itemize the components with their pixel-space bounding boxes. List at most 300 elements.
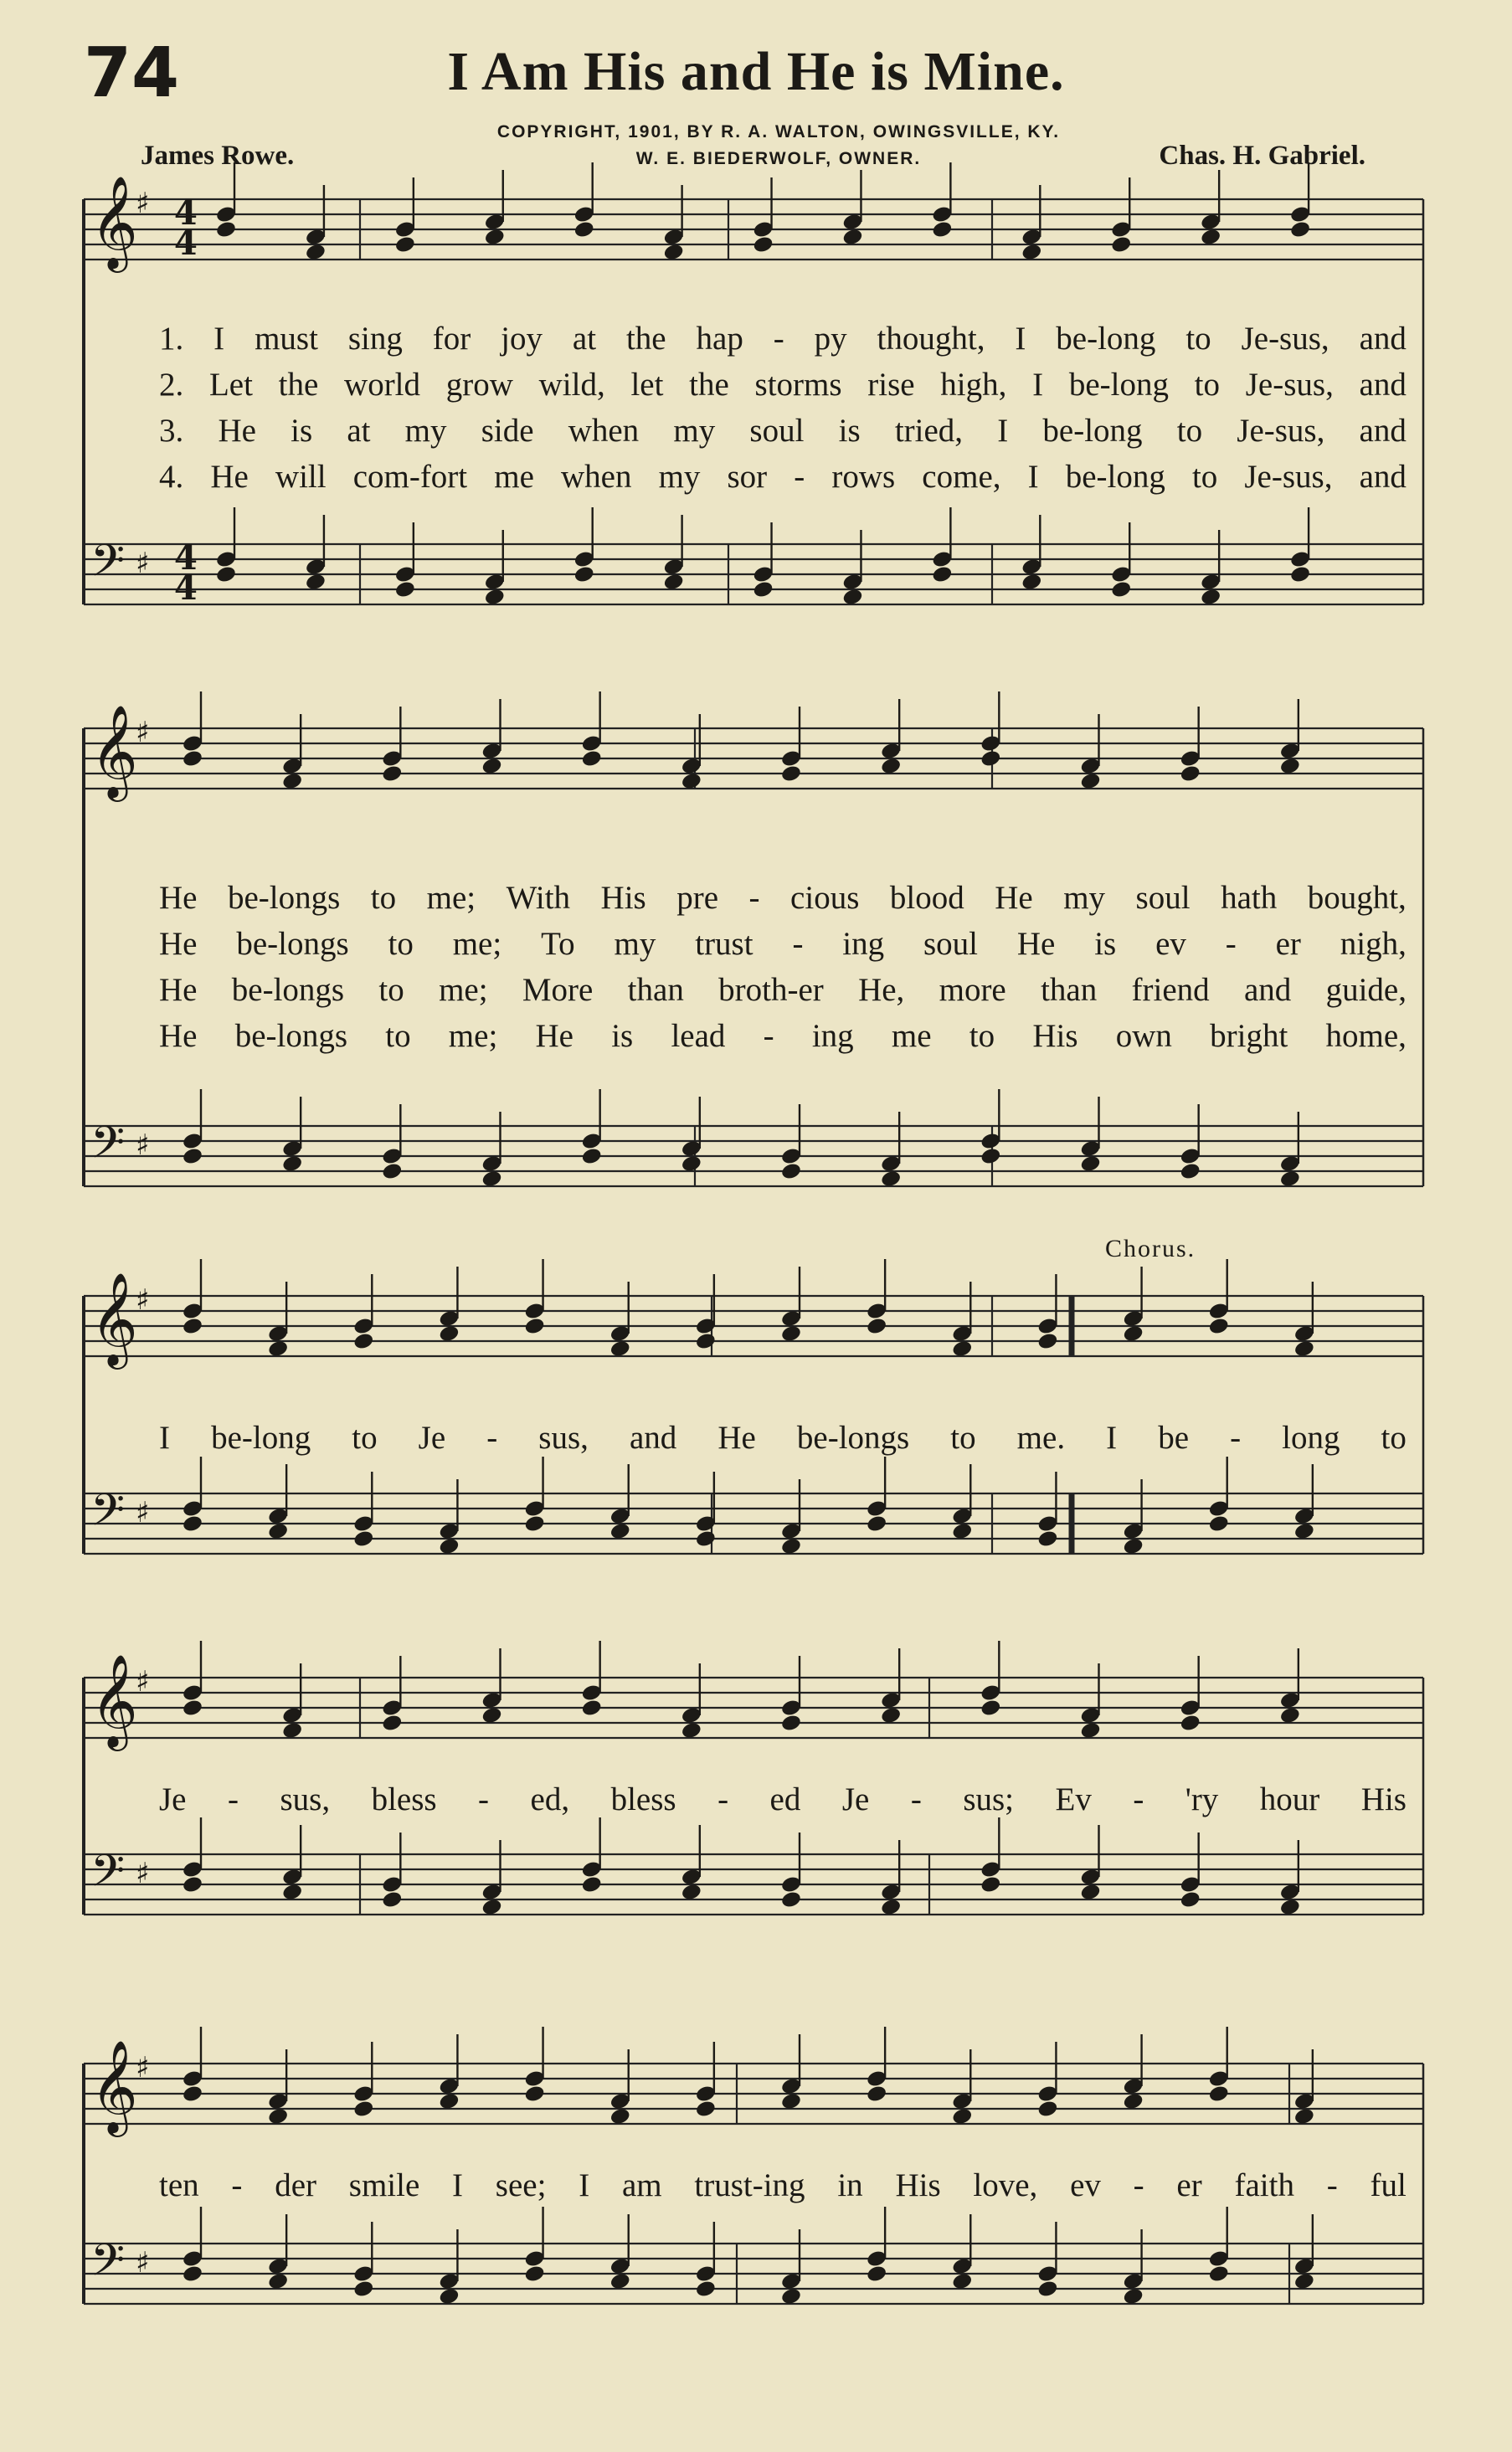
treble-note-head: [1208, 2084, 1230, 2104]
treble-note-head: [1036, 1332, 1058, 1351]
lyric-syllable: be-long: [1056, 321, 1156, 357]
lyric-syllable: friend: [1131, 972, 1210, 1008]
lyric-line: [159, 925, 1407, 963]
treble-note-head: [581, 1699, 603, 1718]
lyric-syllable: tried,: [894, 413, 964, 449]
lyric-syllable: ing: [842, 926, 885, 962]
lyric-syllable: be-long: [1042, 413, 1143, 449]
lyric-syllable: He: [159, 972, 198, 1008]
treble-note-head: [281, 1721, 303, 1740]
bass-note-head: [438, 2287, 460, 2306]
lyric-syllable: me: [891, 1018, 932, 1054]
treble-note-head: [394, 235, 416, 254]
time-signature: 4: [174, 538, 198, 578]
bass-note-head: [394, 580, 416, 599]
lyric-syllable: soul: [923, 926, 979, 962]
lyric-syllable: He: [210, 459, 249, 495]
lyric-syllable: and: [629, 1420, 677, 1456]
bass-note-head: [1122, 2287, 1144, 2306]
lyric-syllable: will: [275, 459, 327, 495]
lyric-syllable: More: [522, 972, 594, 1008]
treble-note-head: [1122, 1324, 1144, 1344]
lyric-syllable: guide,: [1325, 972, 1407, 1008]
lyric-syllable: 1.: [159, 321, 184, 357]
key-sharp: ♯: [136, 1665, 150, 1699]
bass-note-head: [681, 1154, 702, 1174]
bass-note-head: [663, 573, 685, 592]
bass-note-head: [1180, 1162, 1201, 1181]
lyric-syllable: than: [627, 972, 684, 1008]
key-sharp: ♯: [136, 547, 150, 580]
bass-clef: 𝄢: [90, 1485, 126, 1547]
treble-note-head: [481, 1706, 502, 1725]
lyric-syllable: He: [717, 1420, 756, 1456]
lyric-syllable: I: [452, 2167, 464, 2203]
lyric-syllable: smile: [348, 2167, 420, 2203]
lyric-syllable: is: [1094, 926, 1117, 962]
treble-note-head: [581, 749, 603, 768]
lyric-syllable: sing: [347, 321, 403, 357]
lyric-syllable: must: [255, 321, 318, 357]
lyric-syllable: to: [1185, 321, 1211, 357]
lyric-syllable: the: [278, 367, 319, 403]
lyric-syllable: Je: [841, 1781, 870, 1817]
treble-note-head: [780, 764, 802, 784]
lyric-syllable: me: [494, 459, 534, 495]
bass-note-head: [780, 2287, 802, 2306]
bass-note-head: [581, 1875, 603, 1894]
treble-note-head: [780, 1714, 802, 1733]
lyric-line: [159, 366, 1407, 404]
lyric-syllable: -: [792, 926, 804, 962]
treble-note-head: [182, 1317, 203, 1336]
lyric-syllable: -: [1225, 926, 1237, 962]
treble-note-head: [931, 220, 953, 239]
treble-note-head: [1180, 1714, 1201, 1733]
lyric-syllable: I: [159, 1420, 170, 1456]
treble-note-head: [1079, 1721, 1101, 1740]
lyric-syllable: me;: [439, 972, 488, 1008]
time-signature: 4: [174, 193, 198, 233]
treble-note-head: [681, 1721, 702, 1740]
bass-note-head: [438, 1537, 460, 1556]
lyric-syllable: to: [1381, 1420, 1407, 1456]
treble-note-head: [573, 220, 595, 239]
treble-note-head: [866, 1317, 887, 1336]
lyric-syllable: 4.: [159, 459, 184, 495]
treble-note-head: [523, 1317, 545, 1336]
bass-note-head: [931, 565, 953, 584]
bass-clef: 𝄢: [90, 1118, 126, 1180]
lyric-syllable: more: [939, 972, 1006, 1008]
lyric-syllable: -: [1326, 2167, 1338, 2203]
bass-note-head: [880, 1898, 902, 1917]
lyric-syllable: love,: [973, 2167, 1038, 2203]
key-sharp: ♯: [136, 1496, 150, 1529]
copyright-line: COPYRIGHT, 1901, BY R. A. WALTON, OWINGSVILLE, KY.: [496, 122, 1061, 141]
lyric-line: [159, 1419, 1407, 1457]
treble-note-head: [523, 2084, 545, 2104]
lyric-syllable: blood: [889, 880, 964, 916]
lyric-syllable: to: [388, 926, 414, 962]
bass-note-head: [182, 1514, 203, 1534]
treble-note-head: [182, 749, 203, 768]
bass-note-head: [1180, 1890, 1201, 1910]
treble-note-head: [609, 2107, 631, 2126]
key-sharp: ♯: [136, 2246, 150, 2280]
lyric-syllable: He: [159, 880, 198, 916]
lyric-line: [159, 320, 1407, 357]
bass-note-head: [381, 1890, 403, 1910]
lyric-syllable: With: [506, 880, 571, 916]
lyric-syllable: to: [378, 972, 404, 1008]
bass-note-head: [980, 1147, 1001, 1166]
bass-note-head: [381, 1162, 403, 1181]
lyric-syllable: I: [1032, 367, 1044, 403]
treble-note-head: [866, 2084, 887, 2104]
lyric-syllable: and: [1359, 367, 1407, 403]
lyric-syllable: bless: [371, 1781, 437, 1817]
lyric-syllable: thought,: [877, 321, 985, 357]
lyric-syllable: He: [159, 926, 198, 962]
lyric-syllable: His: [600, 880, 646, 916]
bass-note-head: [780, 1537, 802, 1556]
lyric-syllable: ev: [1155, 926, 1186, 962]
lyric-syllable: er: [1275, 926, 1301, 962]
treble-note-head: [609, 1339, 631, 1359]
lyric-syllable: sor: [727, 459, 768, 495]
treble-note-head: [780, 2092, 802, 2111]
lyric-syllable: I: [579, 2167, 590, 2203]
lyric-syllable: com-fort: [352, 459, 468, 495]
lyric-syllable: To: [541, 926, 575, 962]
lyric-syllable: to: [385, 1018, 411, 1054]
lyric-syllable: 3.: [159, 413, 184, 449]
treble-note-head: [1180, 764, 1201, 784]
lyric-syllable: -: [748, 880, 760, 916]
lyric-syllable: 2.: [159, 367, 184, 403]
bass-note-head: [267, 1522, 289, 1541]
lyric-syllable: be-longs: [236, 926, 349, 962]
lyric-syllable: der: [275, 2167, 316, 2203]
lyric-syllable: for: [432, 321, 471, 357]
lyric-syllable: be-longs: [231, 972, 345, 1008]
lyric-syllable: He: [535, 1018, 573, 1054]
lyric-syllable: pre: [676, 880, 719, 916]
treble-note-head: [352, 1332, 374, 1351]
bass-note-head: [581, 1147, 603, 1166]
bass-note-head: [1079, 1154, 1101, 1174]
lyric-syllable: side: [481, 413, 534, 449]
time-signature: 4: [174, 568, 198, 608]
lyric-syllable: storms: [754, 367, 842, 403]
treble-note-head: [381, 1714, 403, 1733]
lyric-syllable: be-long: [1068, 367, 1169, 403]
treble-note-head: [681, 772, 702, 791]
key-sharp: ♯: [136, 716, 150, 749]
hymn-title: I Am His and He is Mine.: [447, 41, 1065, 102]
lyric-syllable: ed: [769, 1781, 801, 1817]
lyric-syllable: trust: [695, 926, 753, 962]
treble-note-head: [352, 2100, 374, 2119]
lyric-syllable: hap: [696, 321, 743, 357]
lyric-syllable: nigh,: [1340, 926, 1407, 962]
lyric-syllable: sus,: [280, 1781, 331, 1817]
bass-clef: 𝄢: [90, 536, 126, 598]
lyric-syllable: to: [950, 1420, 976, 1456]
lyric-syllable: in: [837, 2167, 863, 2203]
bass-note-head: [215, 565, 237, 584]
bass-note-head: [1079, 1883, 1101, 1902]
lyric-syllable: the: [625, 321, 666, 357]
bass-note-head: [866, 2264, 887, 2284]
hymn-number: 74: [84, 33, 180, 113]
lyric-syllable: Je-sus,: [1237, 413, 1325, 449]
lyric-line: [159, 458, 1407, 496]
bass-note-head: [1122, 1537, 1144, 1556]
treble-note-head: [381, 764, 403, 784]
lyric-syllable: is: [838, 413, 861, 449]
treble-note-head: [481, 757, 502, 776]
treble-note-head: [267, 2107, 289, 2126]
lyric-syllable: joy: [501, 321, 543, 357]
chorus-label: Chorus.: [1105, 1235, 1196, 1262]
lyric-syllable: broth-er: [718, 972, 824, 1008]
bass-clef: 𝄢: [90, 2235, 126, 2297]
lyric-syllable: He: [159, 1018, 198, 1054]
bass-note-head: [1036, 2280, 1058, 2299]
lyric-syllable: ing: [811, 1018, 854, 1054]
lyric-syllable: and: [1359, 413, 1407, 449]
lyric-line: [159, 1017, 1407, 1055]
bass-note-head: [1200, 588, 1221, 607]
treble-note-head: [215, 220, 237, 239]
bass-note-head: [1279, 1169, 1301, 1189]
copyright-owner: W. E. BIEDERWOLF, OWNER.: [635, 149, 922, 168]
lyric-syllable: my: [673, 413, 716, 449]
treble-clef: 𝄞: [90, 175, 138, 269]
lyric-syllable: His: [895, 2167, 941, 2203]
treble-note-head: [1293, 2107, 1315, 2126]
lyric-syllable: -: [717, 1781, 729, 1817]
treble-note-head: [1279, 1706, 1301, 1725]
lyric-syllable: be-longs: [227, 880, 341, 916]
lyric-syllable: Je-sus,: [1244, 459, 1333, 495]
treble-note-head: [1208, 1317, 1230, 1336]
bass-note-head: [484, 588, 506, 607]
lyric-syllable: me.: [1016, 1420, 1066, 1456]
lyric-syllable: be-long: [211, 1420, 311, 1456]
lyric-syllable: and: [1243, 972, 1292, 1008]
bass-note-head: [752, 580, 774, 599]
lyric-syllable: His: [1360, 1781, 1407, 1817]
bass-note-head: [980, 1875, 1001, 1894]
lyric-syllable: at: [572, 321, 597, 357]
lyric-syllable: Let: [208, 367, 253, 403]
lyric-syllable: ev: [1070, 2167, 1101, 2203]
treble-note-head: [1289, 220, 1311, 239]
bass-note-head: [609, 2272, 631, 2291]
lyric-syllable: ten: [159, 2167, 199, 2203]
composer-credit: Chas. H. Gabriel.: [1159, 141, 1365, 171]
key-sharp: ♯: [136, 2051, 150, 2084]
lyric-syllable: He: [995, 880, 1033, 916]
time-signature: 4: [174, 224, 198, 263]
bass-note-head: [1279, 1898, 1301, 1917]
bass-note-head: [1036, 1529, 1058, 1549]
lyric-syllable: bless: [610, 1781, 676, 1817]
lyric-syllable: -: [1133, 2167, 1144, 2203]
treble-note-head: [1200, 228, 1221, 247]
lyric-syllable: be: [1158, 1420, 1190, 1456]
lyric-syllable: sus,: [538, 1420, 589, 1456]
bass-note-head: [1208, 2264, 1230, 2284]
lyric-syllable: He: [218, 413, 256, 449]
bass-note-head: [523, 1514, 545, 1534]
treble-note-head: [305, 243, 327, 262]
lyric-syllable: py: [814, 321, 847, 357]
lyric-syllable: to: [352, 1420, 378, 1456]
treble-note-head: [980, 749, 1001, 768]
bass-note-head: [1110, 580, 1132, 599]
lyric-syllable: He,: [858, 972, 905, 1008]
lyric-syllable: my: [614, 926, 656, 962]
lyric-syllable: Je-sus,: [1241, 321, 1329, 357]
key-sharp: ♯: [136, 1128, 150, 1162]
lyric-syllable: Ev: [1055, 1781, 1092, 1817]
lyric-syllable: be-long: [1065, 459, 1165, 495]
lyric-syllable: and: [1359, 459, 1407, 495]
bass-note-head: [523, 2264, 545, 2284]
lyric-syllable: is: [291, 413, 313, 449]
lyric-syllable: to: [1194, 367, 1221, 403]
lyric-syllable: -: [231, 2167, 243, 2203]
lyric-line: [159, 412, 1407, 450]
bass-note-head: [1293, 2272, 1315, 2291]
lyric-syllable: Je: [418, 1420, 446, 1456]
lyric-syllable: see;: [495, 2167, 547, 2203]
lyric-syllable: 'ry: [1185, 1781, 1219, 1817]
lyric-syllable: bought,: [1307, 880, 1407, 916]
lyric-syllable: faith: [1234, 2167, 1294, 2203]
treble-clef: 𝄞: [90, 704, 138, 798]
lyric-syllable: His: [1032, 1018, 1078, 1054]
lyric-syllable: -: [910, 1781, 922, 1817]
lyric-syllable: He: [1016, 926, 1056, 962]
bass-note-head: [281, 1883, 303, 1902]
lyric-syllable: to: [1176, 413, 1203, 449]
treble-note-head: [484, 228, 506, 247]
treble-note-head: [880, 757, 902, 776]
lyric-syllable: be-longs: [234, 1018, 348, 1054]
lyric-syllable: lead: [671, 1018, 726, 1054]
treble-note-head: [1110, 235, 1132, 254]
treble-note-head: [1293, 1339, 1315, 1359]
treble-note-head: [1122, 2092, 1144, 2111]
lyric-syllable: my: [404, 413, 447, 449]
lyric-syllable: own: [1115, 1018, 1172, 1054]
lyric-syllable: my: [658, 459, 701, 495]
lyric-syllable: me;: [426, 880, 476, 916]
bass-note-head: [573, 565, 595, 584]
lyric-syllable: home,: [1325, 1018, 1407, 1054]
lyric-syllable: at: [347, 413, 371, 449]
lyric-syllable: -: [773, 321, 784, 357]
lyric-syllable: I: [1106, 1420, 1118, 1456]
bass-note-head: [951, 2272, 973, 2291]
treble-note-head: [438, 1324, 460, 1344]
bass-note-head: [1021, 573, 1042, 592]
key-sharp: ♯: [136, 1283, 150, 1317]
lyric-syllable: ful: [1370, 2167, 1407, 2203]
lyric-syllable: er: [1176, 2167, 1202, 2203]
lyric-line: [159, 971, 1407, 1009]
lyric-syllable: -: [794, 459, 805, 495]
lyric-syllable: Je: [159, 1781, 187, 1817]
treble-note-head: [951, 1339, 973, 1359]
bass-note-head: [352, 1529, 374, 1549]
bass-note-head: [951, 1522, 973, 1541]
treble-note-head: [980, 1699, 1001, 1718]
lyric-syllable: than: [1041, 972, 1098, 1008]
bass-note-head: [182, 2264, 203, 2284]
bass-note-head: [281, 1154, 303, 1174]
lyric-syllable: to: [370, 880, 397, 916]
bass-note-head: [609, 1522, 631, 1541]
lyric-syllable: bright: [1210, 1018, 1288, 1054]
lyric-syllable: wild,: [538, 367, 605, 403]
lyric-syllable: grow: [445, 367, 513, 403]
lyric-syllable: to: [1191, 459, 1218, 495]
lyric-syllable: my: [1063, 880, 1106, 916]
lyric-syllable: the: [689, 367, 729, 403]
lyric-syllable: world: [344, 367, 421, 403]
bass-note-head: [481, 1898, 502, 1917]
lyric-syllable: soul: [749, 413, 805, 449]
treble-note-head: [695, 1332, 717, 1351]
bass-note-head: [695, 2280, 717, 2299]
lyric-syllable: and: [1359, 321, 1407, 357]
treble-note-head: [267, 1339, 289, 1359]
lyric-syllable: -: [227, 1781, 239, 1817]
treble-note-head: [1021, 243, 1042, 262]
treble-note-head: [1279, 757, 1301, 776]
lyric-syllable: -: [486, 1420, 498, 1456]
bass-note-head: [352, 2280, 374, 2299]
lyric-syllable: trust-ing: [694, 2167, 805, 2203]
lyric-syllable: -: [1230, 1420, 1242, 1456]
lyric-syllable: -: [1133, 1781, 1144, 1817]
bass-note-head: [780, 1890, 802, 1910]
treble-clef: 𝄞: [90, 2039, 138, 2133]
bass-note-head: [1293, 1522, 1315, 1541]
treble-note-head: [841, 228, 863, 247]
bass-note-head: [267, 2272, 289, 2291]
lyric-syllable: is: [611, 1018, 634, 1054]
treble-note-head: [663, 243, 685, 262]
treble-note-head: [182, 1699, 203, 1718]
treble-note-head: [880, 1706, 902, 1725]
lyricist-credit: James Rowe.: [141, 141, 295, 171]
lyric-syllable: to: [969, 1018, 995, 1054]
lyric-syllable: I: [213, 321, 225, 357]
treble-note-head: [951, 2107, 973, 2126]
bass-note-head: [880, 1169, 902, 1189]
bass-note-head: [305, 573, 327, 592]
bass-note-head: [1289, 565, 1311, 584]
treble-clef: 𝄞: [90, 1653, 138, 1747]
lyric-syllable: me;: [452, 926, 502, 962]
